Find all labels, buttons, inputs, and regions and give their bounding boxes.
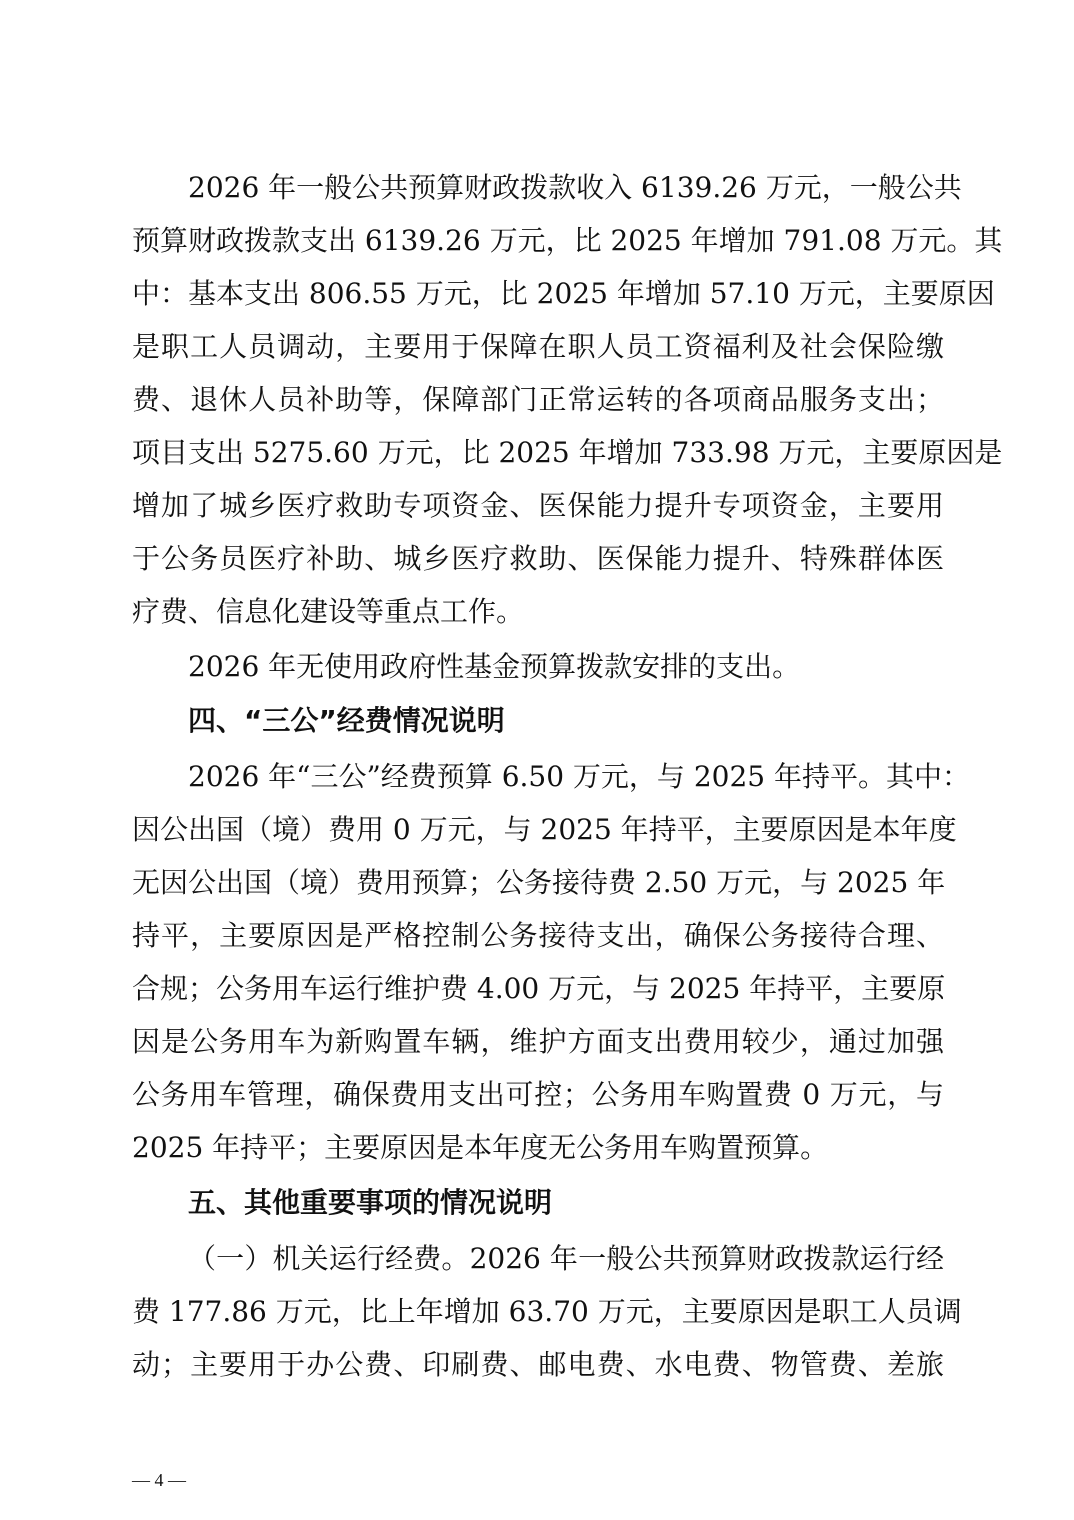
paragraph-1-line-1: 2026 年一般公共预算财政拨款收入 6139.26 万元，一般公共	[188, 171, 962, 204]
paragraph-3-line-6: 因是公务用车为新购置车辆，维护方面支出费用较少，通过加强	[132, 1025, 944, 1058]
paragraph-1-line-2: 预算财政拨款支出 6139.26 万元，比 2025 年增加 791.08 万元。其	[132, 224, 1003, 257]
paragraph-1-line-7: 增加了城乡医疗救助专项资金、医保能力提升专项资金，主要用	[132, 489, 944, 522]
paragraph-4-line-1: （一）机关运行经费。2026 年一般公共预算财政拨款运行经	[188, 1242, 944, 1275]
paragraph-4-line-2: 费 177.86 万元，比上年增加 63.70 万元，主要原因是职工人员调	[132, 1295, 962, 1328]
paragraph-3-line-8: 2025 年持平；主要原因是本年度无公务用车购置预算。	[132, 1131, 829, 1164]
paragraph-1-line-3: 中：基本支出 806.55 万元，比 2025 年增加 57.10 万元，主要原因	[132, 277, 995, 310]
paragraph-1-line-6: 项目支出 5275.60 万元，比 2025 年增加 733.98 万元，主要原因是	[132, 436, 1003, 469]
paragraph-3-line-3: 无因公出国（境）费用预算；公务接待费 2.50 万元，与 2025 年	[132, 866, 946, 899]
paragraph-1-line-9: 疗费、信息化建设等重点工作。	[132, 595, 525, 628]
paragraph-1-line-4: 是职工人员调动，主要用于保障在职人员工资福利及社会保险缴	[132, 330, 944, 363]
paragraph-3-line-1: 2026 年“三公”经费预算 6.50 万元，与 2025 年持平。其中：	[188, 760, 970, 793]
paragraph-1-line-8: 于公务员医疗补助、城乡医疗救助、医保能力提升、特殊群体医	[132, 542, 944, 575]
paragraph-3-line-4: 持平，主要原因是严格控制公务接待支出，确保公务接待合理、	[132, 919, 944, 952]
paragraph-3-line-5: 合规；公务用车运行维护费 4.00 万元，与 2025 年持平，主要原	[132, 972, 946, 1005]
paragraph-3-line-7: 公务用车管理，确保费用支出可控；公务用车购置费 0 万元，与	[132, 1078, 944, 1111]
paragraph-4-line-3: 动；主要用于办公费、印刷费、邮电费、水电费、物管费、差旅	[132, 1348, 944, 1381]
section-heading-5: 五、其他重要事项的情况说明	[188, 1186, 553, 1219]
paragraph-2: 2026 年无使用政府性基金预算拨款安排的支出。	[188, 650, 801, 683]
section-heading-4: 四、“三公”经费情况说明	[188, 704, 505, 737]
page-number: — 4 —	[132, 1470, 186, 1490]
paragraph-1-line-5: 费、退休人员补助等，保障部门正常运转的各项商品服务支出；	[132, 383, 944, 416]
paragraph-3-line-2: 因公出国（境）费用 0 万元，与 2025 年持平，主要原因是本年度	[132, 813, 957, 846]
